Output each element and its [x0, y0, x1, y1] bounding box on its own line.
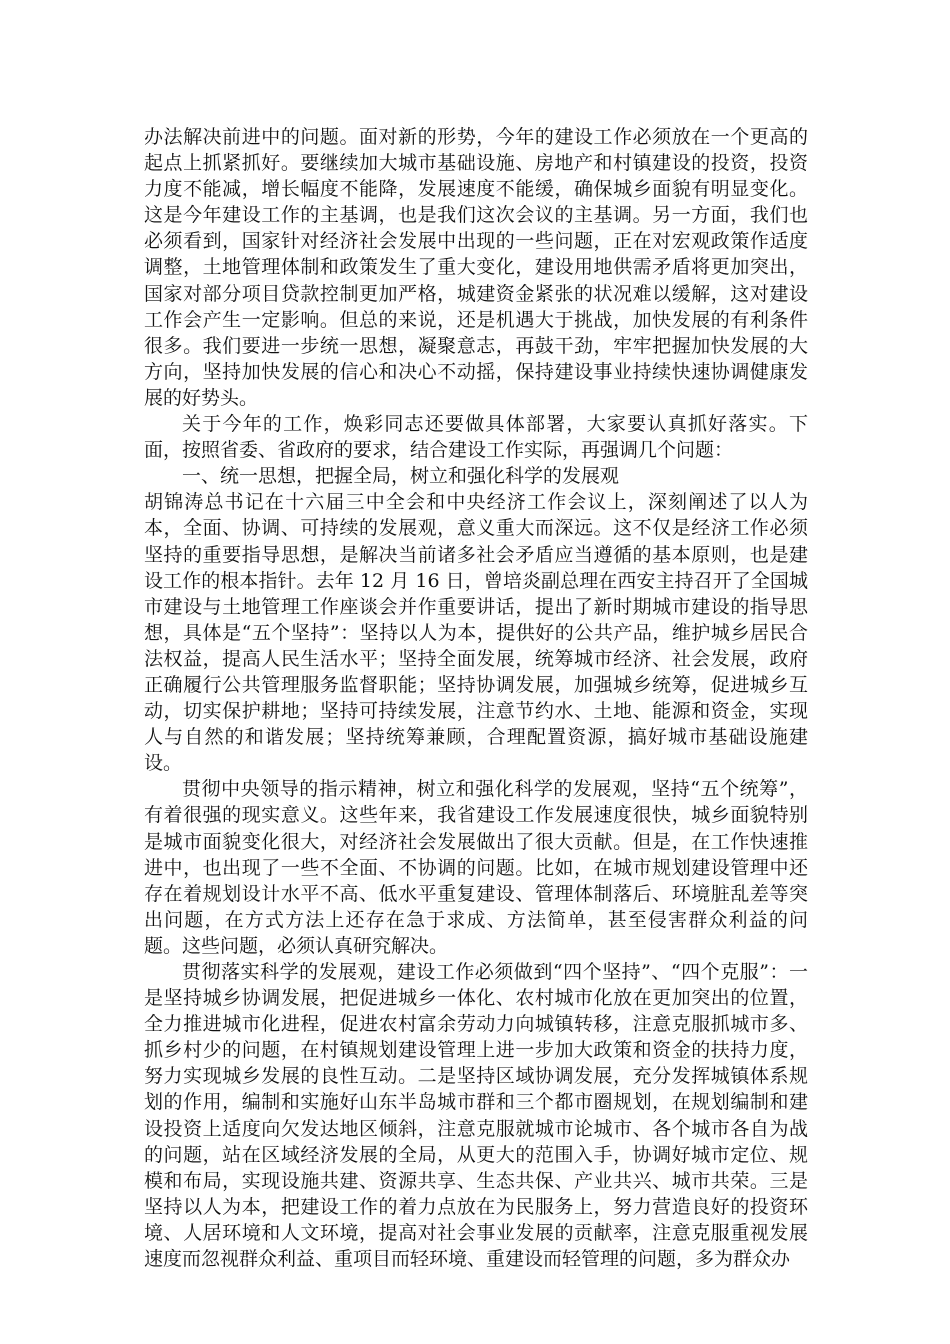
paragraph-4: 贯彻中央领导的指示精神，树立和强化科学的发展观，坚持“五个统筹”，有着很强的现实意义。这些年来，我省建设工作发展速度很快，城乡面貌特别是城市面貌变化很大，对经济社会发展做出了很大贡献。但是，在工作快速推进中，也出现了一些不全面、不协调的问题。比如，在城市规划建设管理中还存在着规划设计水平不高、低水平重复建设、管理体制落后、环境脏乱差等突出问题，在方式方法上还存在急于求成、方法简单，甚至侵害群众利益的问题。这些问题，必须认真研究解决。 [144, 778, 808, 957]
paragraph-1: 办法解决前进中的问题。面对新的形势，今年的建设工作必须放在一个更高的起点上抓紧抓好。要继续加大城市基础设施、房地产和村镇建设的投资，投资力度不能减，增长幅度不能降，发展速度不能缓，确保城乡面貌有明显变化。这是今年建设工作的主基调，也是我们这次会议的主基调。另一方面，我们也必须看到，国家针对经济社会发展中出现的一些问题，正在对宏观政策作适度调整，土地管理体制和政策发生了重大变化，建设用地供需矛盾将更加突出，国家对部分项目贷款控制更加严格，城建资金紧张的状况难以缓解，这对建设工作会产生一定影响。但总的来说，还是机遇大于挑战，加快发展的有利条件很多。我们要进一步统一思想，凝聚意志，再鼓干劲，牢牢把握加快发展的大方向，坚持加快发展的信心和决心不动摇，保持建设事业持续快速协调健康发展的好势头。 [144, 126, 808, 409]
document-body [144, 124, 808, 1272]
section-heading: 一、统一思想，把握全局，树立和强化科学的发展观 [182, 465, 620, 488]
paragraph-5: 贯彻落实科学的发展观，建设工作必须做到“四个坚持”、“四个克服”：一是坚持城乡协调发展，把促进城乡一体化、农村城市化放在更加突出的位置，全力推进城市化进程，促进农村富余劳动力向城镇转移，注意克服抓城市多、抓乡村少的问题，在村镇规划建设管理上进一步加大政策和资金的扶持力度，努力实现城乡发展的良性互动。二是坚持区域协调发展，充分发挥城镇体系规划的作用，编制和实施好山东半岛城市群和三个都市圈规划，在规划编制和建设投资上适度向欠发达地区倾斜，注意克服就城市论城市、各个城市各自为战的问题，站在区域经济发展的全局，从更大的范围入手，协调好城市定位、规模和布局，实现设施共建、资源共享、生态共保、产业共兴、城市共荣。三是坚持以人为本，把建设工作的着力点放在为民服务上，努力营造良好的投资环境、人居环境和人文环境，提高对社会事业发展的贡献率，注意克服重视发展速度而忽视群众利益、重项目而轻环境、重建设而轻管理的问题，多为群众办 [144, 961, 808, 1271]
paragraph-2: 关于今年的工作，焕彩同志还要做具体部署，大家要认真抓好落实。下面，按照省委、省政府的要求，结合建设工作实际，再强调几个问题： [144, 413, 808, 462]
paragraph-3: 胡锦涛总书记在十六届三中全会和中央经济工作会议上，深刻阐述了以人为本，全面、协调、可持续的发展观，意义重大而深远。这不仅是经济工作必须坚持的重要指导思想，是解决当前诸多社会矛盾应当遵循的基本原则，也是建设工作的根本指针。去年 12 月 16 日，曾培炎副总理在西安主持召开了全国城市建设与土地管理工作座谈会并作重要讲话，提出了新时期城市建设的指导思想，具体是“五个坚持”：坚持以人为本，提供好的公共产品，维护城乡居民合法权益，提高人民生活水平；坚持全面发展，统筹城市经济、社会发展，政府正确履行公共管理服务监督职能；坚持协调发展，加强城乡统筹，促进城乡互动，切实保护耕地；坚持可持续发展，注意节约水、土地、能源和资金，实现人与自然的和谐发展；坚持统筹兼顾，合理配置资源，搞好城市基础设施建设。 [144, 491, 808, 775]
